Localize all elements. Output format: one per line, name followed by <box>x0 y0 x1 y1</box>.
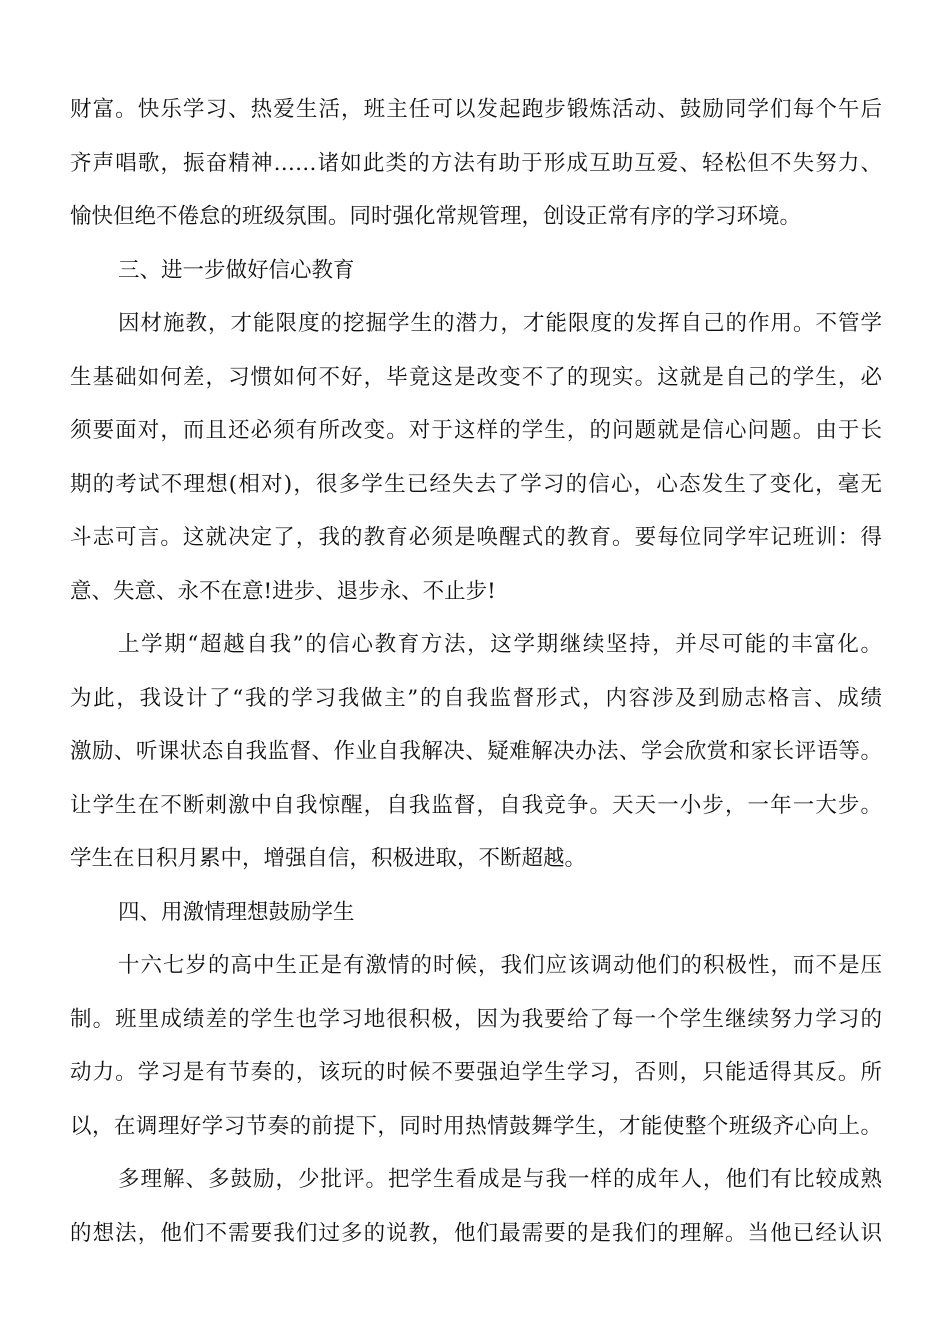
body-text-line: 学生在日积月累中，增强自信，积极进取，不断超越。 <box>70 846 587 871</box>
body-text-line: 须要面对，而且还必须有所改变。对于这样的学生，的问题就是信心问题。由于长 <box>70 418 882 443</box>
body-text-line: 动力。学习是有节奏的，该玩的时候不要强迫学生学习，否则，只能适得其反。所 <box>70 1060 882 1085</box>
body-text-line: 让学生在不断刺激中自我惊醒，自我监督，自我竞争。天天一小步，一年一大步。 <box>70 793 882 818</box>
body-text-line: 上学期“超越自我”的信心教育方法，这学期继续坚持，并尽可能的丰富化。 <box>118 632 882 657</box>
body-text-line: 多理解、多鼓励，少批评。把学生看成是与我一样的成年人，他们有比较成熟 <box>118 1167 882 1192</box>
body-text-line: 斗志可言。这就决定了，我的教育必须是唤醒式的教育。要每位同学牢记班训：得 <box>70 525 882 550</box>
body-text-line: 激励、听课状态自我监督、作业自我解决、疑难解决办法、学会欣赏和家长评语等。 <box>70 739 882 764</box>
body-text-line: 生基础如何差，习惯如何不好，毕竟这是改变不了的现实。这就是自己的学生，必 <box>70 365 882 390</box>
body-text-line: 十六七岁的高中生正是有激情的时候，我们应该调动他们的积极性，而不是压 <box>118 953 882 978</box>
body-text-line: 愉快但绝不倦怠的班级氛围。同时强化常规管理，创设正常有序的学习环境。 <box>70 204 802 229</box>
body-text-line: 制。班里成绩差的学生也学习地很积极，因为我要给了每一个学生继续努力学习的 <box>70 1007 882 1032</box>
body-text-line: 为此，我设计了“我的学习我做主”的自我监督形式，内容涉及到励志格言、成绩 <box>70 686 882 711</box>
body-text-line: 财富。快乐学习、热爱生活，班主任可以发起跑步锻炼活动、鼓励同学们每个午后 <box>70 97 882 122</box>
body-text-line: 意、失意、永不在意!进步、退步永、不止步! <box>70 579 496 604</box>
body-text-line: 齐声唱歌，振奋精神……诸如此类的方法有助于形成互助互爱、轻松但不失努力、 <box>70 151 882 176</box>
body-text-line: 因材施教，才能限度的挖掘学生的潜力，才能限度的发挥自己的作用。不管学 <box>118 311 882 336</box>
body-text-line: 以，在调理好学习节奏的前提下，同时用热情鼓舞学生，才能使整个班级齐心向上。 <box>70 1114 882 1139</box>
section-heading: 四、用激情理想鼓励学生 <box>118 900 355 925</box>
body-text-line: 期的考试不理想(相对)，很多学生已经失去了学习的信心，心态发生了变化，毫无 <box>70 472 882 497</box>
section-heading: 三、进一步做好信心教育 <box>118 258 355 283</box>
body-text-line: 的想法，他们不需要我们过多的说教，他们最需要的是我们的理解。当他已经认识 <box>70 1221 882 1246</box>
